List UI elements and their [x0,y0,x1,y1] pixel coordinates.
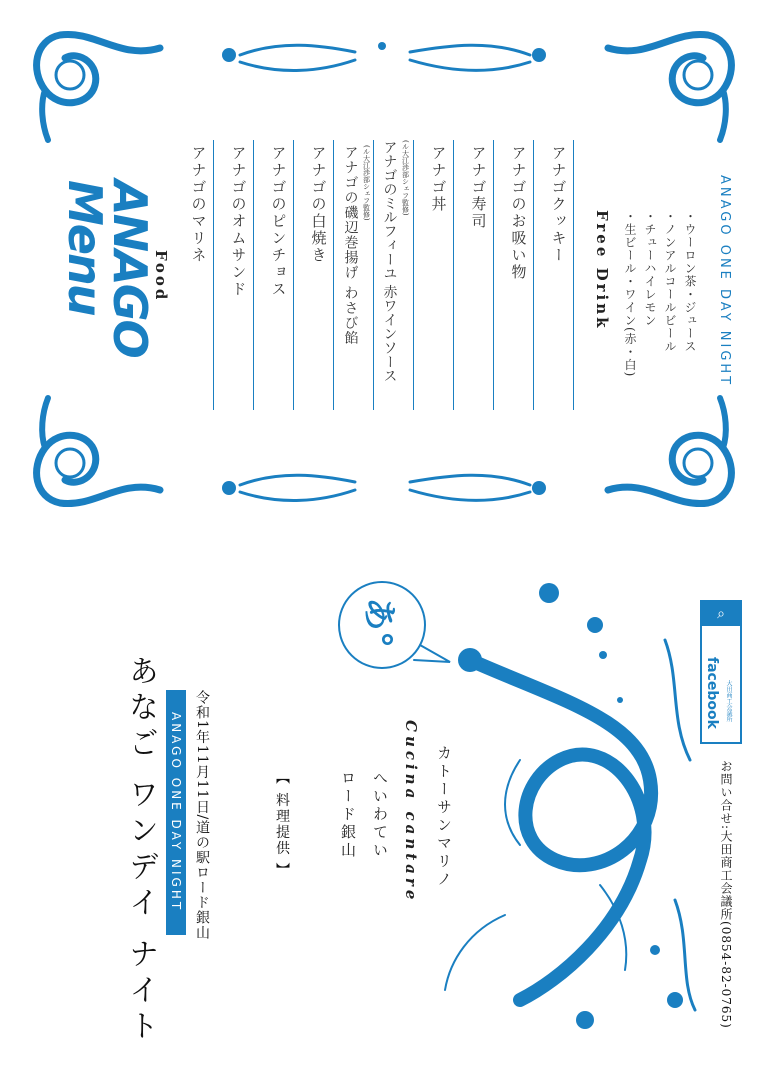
food-heading: Food [152,250,170,303]
food-item-name: アナゴのオムサンド [229,145,248,298]
food-item-name: アナゴのお吸い物 [509,145,528,281]
flourish-top-icon [240,45,530,70]
drink-item: ・生ビール・ワイン(赤・白) [623,210,637,378]
food-item-name: アナゴの磯辺巻揚げ わさび餡 [342,145,359,346]
divider [573,140,574,410]
divider [213,140,214,410]
provider-heading: 【 料理提供 】 [274,770,290,879]
facebook-sub: 大田商工会議所 [725,680,732,722]
divider [413,140,414,410]
flourish-mid-icon [240,475,530,500]
food-item [506,145,532,410]
food-item-name: アナゴ丼 [429,145,448,213]
eel-corner-mid-left-icon [37,398,160,504]
eel-corner-top-right-icon [608,34,731,140]
provider: ロード銀山 [339,770,357,860]
cover-title: あなご ワンデイ ナイト [123,655,158,1047]
eel-corner-mid-right-icon [608,398,731,504]
drink-item: ・チューハイレモン [643,210,657,327]
provider: カトーサンマリノ [435,745,453,889]
food-item-name: アナゴのマリネ [189,145,208,264]
divider [453,140,454,410]
food-item-note: (ル大江渉部シェフ監修) [401,140,410,216]
date-place: 令和1年11月11日/道の駅ロード銀山 [194,690,210,941]
food-item [546,145,572,410]
food-item-name: アナゴ寿司 [469,145,488,230]
food-item [186,145,212,410]
contact-info: お問い合せ:大田商工会議所(0854-82-0765) [719,760,733,1029]
eel-corner-top-left-icon [37,34,160,140]
drink-item: ・ノンアルコールビール [663,210,677,353]
food-item [426,145,452,410]
food-item-note: (ル大江渉部シェフ監修) [362,145,371,221]
food-item [266,145,292,410]
menu-logo: ANAGO Menu [58,180,157,357]
speech-bubble-text: あ° [358,597,399,648]
food-item [306,145,332,410]
search-icon: ⌕ [702,602,740,626]
food-item [340,145,372,410]
divider [373,140,374,410]
divider [493,140,494,410]
food-item-name: アナゴクッキー [549,145,568,264]
wave-lines-icon [665,640,695,1010]
food-item [378,140,412,415]
food-item [466,145,492,410]
cover-banner: ANAGO ONE DAY NIGHT [166,690,186,935]
food-item [226,145,252,410]
drink-heading: Free Drink [593,210,611,331]
divider [533,140,534,410]
food-item-name: アナゴのミルフィーユ 赤ワインソース [381,140,398,383]
divider [333,140,334,410]
divider [253,140,254,410]
drink-item: ・ウーロン茶・ジュース [683,210,697,353]
big-eel-illustration [470,660,651,1000]
food-item-name: アナゴのピンチョス [269,145,288,298]
provider: Cucina cantare [402,720,420,904]
divider [293,140,294,410]
facebook-logo: facebook [704,657,720,729]
event-name-en: ANAGO ONE DAY NIGHT [717,175,732,388]
provider: へいわてい [371,770,389,860]
facebook-box[interactable] [700,600,742,744]
food-item-name: アナゴの白焼き [309,145,328,264]
